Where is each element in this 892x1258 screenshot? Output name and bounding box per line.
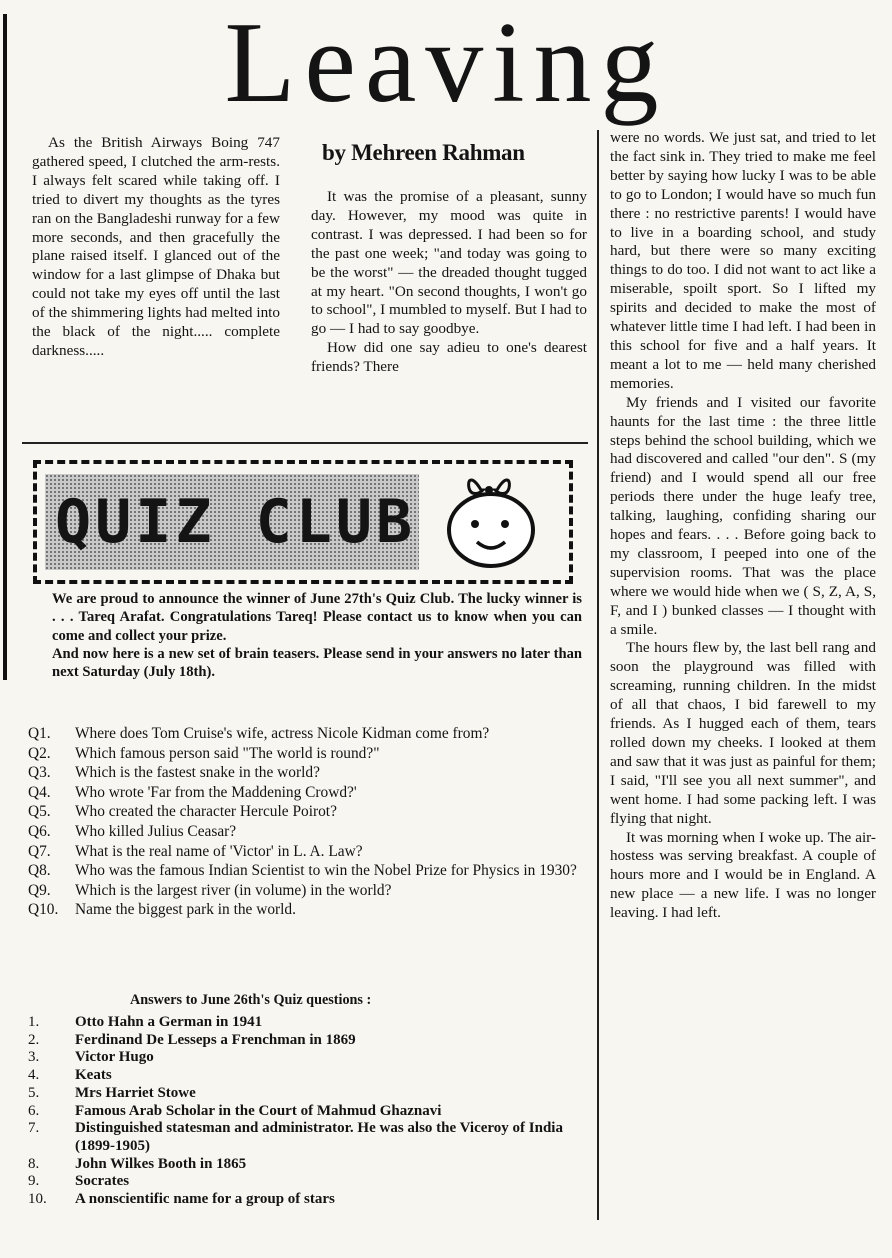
question-text: Where does Tom Cruise's wife, actress Nicole Kidman come from? xyxy=(75,725,490,742)
question-text: Which famous person said "The world is round?" xyxy=(75,744,380,762)
question-text: Who killed Julius Ceasar? xyxy=(75,822,237,840)
question-number: Q8. xyxy=(28,862,51,880)
paragraph: My friends and I visited our favorite haunts for the last time : the three little steps behind the school building, which we had discovered and called "our den". S (my friend) and I would spend all our free periods there under the huge leafy tree, talking, laughing, confiding sharing our hopes and fears. . . . Before going back to my classroom, I peeped into one of the supervision rooms. That was the place where we would hide when we ( S, Z, A, S, F, and I ) bunked classes — I thought with a smile. xyxy=(610,393,876,638)
answer-number: 9. xyxy=(28,1173,40,1190)
article-byline: by Mehreen Rahman xyxy=(322,140,525,165)
answer-text: Famous Arab Scholar in the Court of Mahmud Ghaznavi xyxy=(75,1102,442,1119)
answer-row xyxy=(28,1156,588,1174)
question-number: Q1. xyxy=(28,725,51,742)
paragraph: were no words. We just sat, and tried to let the fact sink in. They tried to make me feel better by saying how lucky I was to be able to go to London; I would have so much fun there : no restrictive parents! I would have to live in a boarding school, and study hard, but there were so many exciting things to do too. I did not want to act like a miserable, spoilt sport. So I lifted my spirits and decided to make the most of whatever little time I had left. I had been in this school for five and a half years. It meant a lot to me — held many cherished memories. xyxy=(610,129,876,392)
question-number: Q2. xyxy=(28,744,51,762)
question-row xyxy=(28,744,588,764)
answer-row xyxy=(28,1120,588,1155)
answer-text: John Wilkes Booth in 1865 xyxy=(75,1155,247,1172)
quiz-questions xyxy=(28,724,588,920)
answers-heading: Answers to June 26th's Quiz questions : xyxy=(130,992,372,1008)
question-row xyxy=(28,822,588,842)
answer-row xyxy=(28,1173,588,1191)
paragraph: The hours flew by, the last bell rang and soon the playground was filled with screaming, running children. In the midst of all that chaos, I bid farewell to my friends. As I hugged each of them, tears rolled down my cheeks. I looked at them and saw that it was just as painful for them; I said, "I'll see you all next summer", and went home. I had some packing left. I was flying that night. xyxy=(610,639,876,827)
answer-row xyxy=(28,1049,588,1067)
answer-row xyxy=(28,1032,588,1050)
article-column-1 xyxy=(32,134,280,361)
paragraph: It was the promise of a pleasant, sunny day. However, my mood was quite in contrast. I was depressed. I had been so for the past one week; "and today was going to be the worst" — the dreaded thought tugged at my heart. "On second thoughts, I won't go to school", I mumbled to myself. But I had to go — I had to say goodbye. xyxy=(311,188,587,338)
answer-text: Otto Hahn a German in 1941 xyxy=(75,1014,263,1030)
quiz-answers xyxy=(28,1014,588,1209)
article-column-3 xyxy=(610,129,876,923)
answer-text: Distinguished statesman and administrator. He was also the Viceroy of India (1899-1905) xyxy=(75,1120,563,1154)
question-text: What is the real name of 'Victor' in L. A. Law? xyxy=(75,842,363,860)
answer-number: 5. xyxy=(28,1084,40,1101)
answer-number: 1. xyxy=(28,1014,40,1030)
question-text: Who created the character Hercule Poirot? xyxy=(75,803,337,821)
new-questions-intro: And now here is a new set of brain teasers. Please send in your answers no later than next Saturday (July 18th). xyxy=(52,645,582,681)
answer-row xyxy=(28,1103,588,1121)
answer-text: Mrs Harriet Stowe xyxy=(75,1084,196,1101)
column-divider xyxy=(597,130,599,1220)
question-text: Name the biggest park in the world. xyxy=(75,901,296,919)
question-number: Q10. xyxy=(28,901,59,919)
question-number: Q6. xyxy=(28,822,51,840)
question-row xyxy=(28,783,588,803)
smiling-face-icon xyxy=(437,470,549,574)
question-number: Q5. xyxy=(28,803,51,821)
answer-row xyxy=(28,1085,588,1103)
quiz-announcement xyxy=(52,590,582,681)
answer-number: 6. xyxy=(28,1102,40,1119)
article-title: Leaving xyxy=(224,0,668,127)
question-row xyxy=(28,842,588,862)
paragraph: As the British Airways Boing 747 gathered speed, I clutched the arm-rests. I always felt scared while taking off. I tried to divert my thoughts as the tyres ran on the Bangladeshi runway for a few more seconds, and then gracefully the plane raised itself. I glanced out of the window for a last glimpse of Dhaka but could not take my eyes off until the last of the shimmering lights had melted into the black of the night..... complete darkness..... xyxy=(32,134,280,359)
answer-number: 4. xyxy=(28,1067,40,1084)
section-divider xyxy=(22,442,588,444)
answer-number: 8. xyxy=(28,1155,40,1172)
winner-announcement: We are proud to announce the winner of June 27th's Quiz Club. The lucky winner is . . . Tareq Arafat. Congratulations Tareq! Please contact us to know when you can come and collect your prize. xyxy=(52,591,582,644)
answer-text: Socrates xyxy=(75,1173,130,1190)
question-row xyxy=(28,763,588,783)
answer-number: 10. xyxy=(28,1191,47,1208)
question-number: Q3. xyxy=(28,764,51,782)
question-text: Which is the largest river (in volume) in the world? xyxy=(75,881,392,899)
answer-text: A nonscientific name for a group of stars xyxy=(75,1191,335,1208)
answer-number: 7. xyxy=(28,1120,40,1137)
answer-text: Keats xyxy=(75,1067,112,1084)
answer-row xyxy=(28,1067,588,1085)
question-number: Q7. xyxy=(28,842,51,860)
question-text: Who wrote 'Far from the Maddening Crowd?' xyxy=(75,783,357,801)
quiz-club-banner xyxy=(33,460,573,584)
question-row xyxy=(28,900,588,920)
question-row xyxy=(28,724,588,744)
answer-number: 2. xyxy=(28,1031,40,1048)
paragraph: It was morning when I woke up. The air-hostess was serving breakfast. A couple of hours more and I would be in England. A new place — a new life. I was no longer leaving. I had left. xyxy=(610,828,876,922)
question-number: Q9. xyxy=(28,881,51,899)
article-column-2 xyxy=(311,188,587,377)
question-row xyxy=(28,861,588,881)
question-text: Who was the famous Indian Scientist to win the Nobel Prize for Physics in 1930? xyxy=(75,862,577,880)
answer-row xyxy=(28,1014,588,1032)
answer-number: 3. xyxy=(28,1049,40,1066)
question-row xyxy=(28,802,588,822)
question-number: Q4. xyxy=(28,783,51,801)
answer-text: Ferdinand De Lesseps a Frenchman in 1869 xyxy=(75,1031,356,1048)
question-text: Which is the fastest snake in the world? xyxy=(75,764,320,782)
answer-text: Victor Hugo xyxy=(75,1049,154,1066)
answer-row xyxy=(28,1191,588,1209)
quiz-club-logo: QUIZ CLUB xyxy=(45,474,419,570)
question-row xyxy=(28,881,588,901)
paragraph: How did one say adieu to one's dearest friends? There xyxy=(311,339,587,376)
